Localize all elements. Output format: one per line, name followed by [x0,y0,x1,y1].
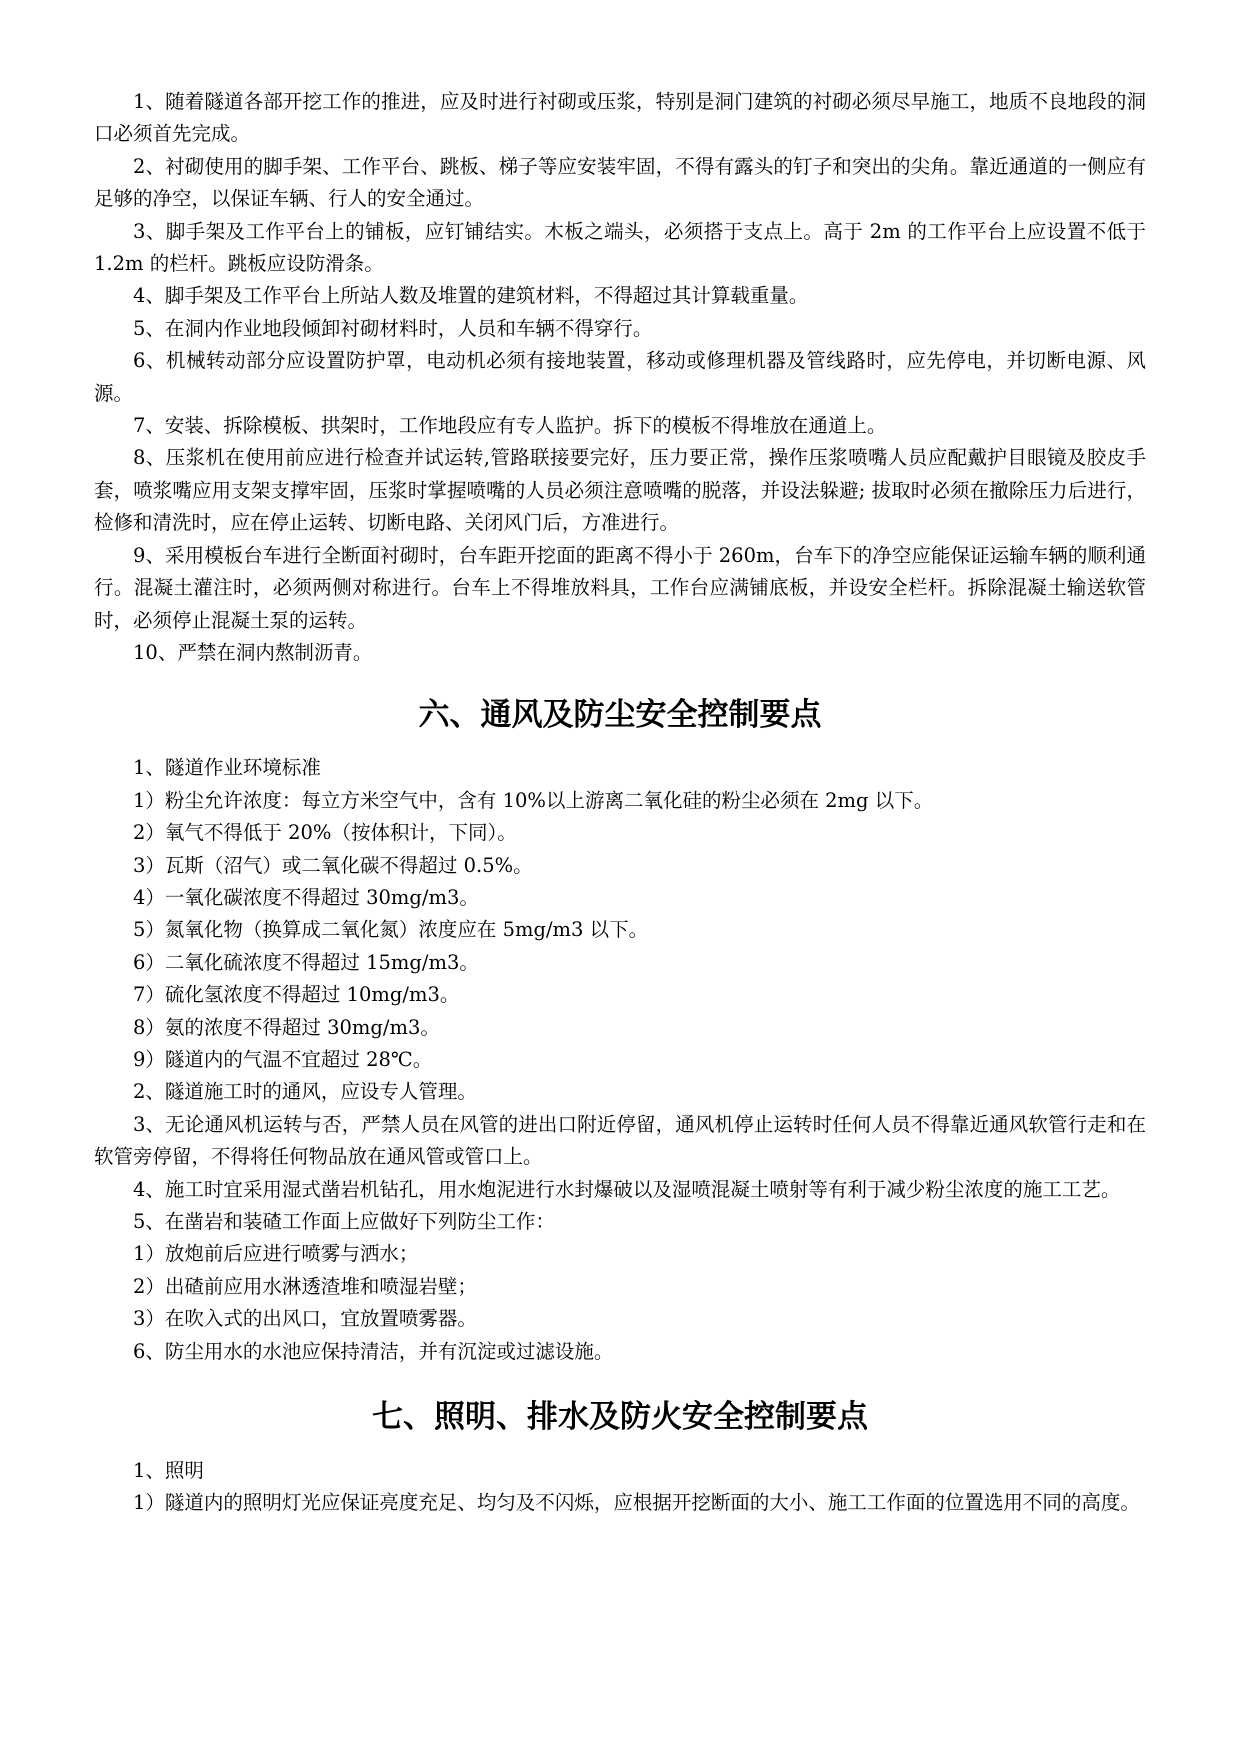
page-content [94,86,1146,1520]
paragraph: 3）在吹入式的出风口，宜放置喷雾器。 [133,1307,477,1331]
paragraph: 2）氧气不得低于 20%（按体积计，下同）。 [133,821,517,845]
paragraph: 1、隧道作业环境标准 [133,756,321,780]
paragraph: 1、随着隧道各部开挖工作的推进，应及时进行衬砌或压浆，特别是洞门建筑的衬砌必须尽早施工，地质不良地段的洞口必须首先完成。 [94,90,1146,146]
paragraph: 8、压浆机在使用前应进行检查并试运转,管路联接要完好，压力要正常，操作压浆喷嘴人员应配戴护目眼镜及胶皮手套，喷浆嘴应用支架支撑牢固，压浆时掌握喷嘴的人员必须注意喷嘴的脱落，并设法躲避; 拔取时必须在撤除压力后进行，检修和清洗时，应在停止运转、切断电路、关闭风门后，方准进行。 [94,446,1146,535]
paragraph: 8）氨的浓度不得超过 30mg/m3。 [133,1015,440,1039]
paragraph: 2、衬砌使用的脚手架、工作平台、跳板、梯子等应安装牢固，不得有露头的钉子和突出的尖角。靠近通道的一侧应有足够的净空，以保证车辆、行人的安全通过。 [94,154,1146,211]
paragraph: 4）一氧化碳浓度不得超过 30mg/m3。 [133,885,479,909]
paragraph: 1、照明 [133,1459,204,1483]
paragraph: 1）放炮前后应进行喷雾与洒水； [133,1242,419,1266]
paragraph: 9）隧道内的气温不宜超过 28℃。 [133,1047,433,1071]
paragraph: 3、脚手架及工作平台上的铺板，应钉铺结实。木板之端头，必须搭于支点上。高于 2m 的工作平台上应设置不低于 1.2m 的栏杆。跳板应设防滑条。 [94,219,1146,276]
paragraph: 1）隧道内的照明灯光应保证亮度充足、均匀及不闪烁，应根据开挖断面的大小、施工工作面的位置选用不同的高度。 [133,1491,1140,1515]
paragraph: 3）瓦斯（沼气）或二氧化碳不得超过 0.5%。 [133,853,533,877]
paragraph: 3、无论通风机运转与否，严禁人员在风管的进出口附近停留，通风机停止运转时任何人员不得靠近通风软管行走和在软管旁停留，不得将任何物品放在通风管或管口上。 [94,1112,1146,1169]
paragraph: 10、严禁在洞内熬制沥青。 [133,640,373,664]
paragraph: 4、脚手架及工作平台上所站人数及堆置的建筑材料，不得超过其计算载重量。 [133,284,809,308]
paragraph: 1）粉尘允许浓度：每立方米空气中，含有 10%以上游离二氧化硅的粉尘必须在 2mg 以下。 [133,788,934,812]
section-heading-lighting: 七、照明、排水及防火安全控制要点 [372,1399,868,1436]
paragraph: 6、防尘用水的水池应保持清洁，并有沉淀或过滤设施。 [133,1339,614,1363]
section-lighting-drainage-fire [94,1455,1146,1520]
paragraph: 6）二氧化硫浓度不得超过 15mg/m3。 [133,950,479,974]
paragraph: 2、隧道施工时的通风，应设专人管理。 [133,1080,477,1104]
paragraph: 7、安装、拆除模板、拱架时，工作地段应有专人监护。拆下的模板不得堆放在通道上。 [133,414,887,438]
paragraph: 9、采用模板台车进行全断面衬砌时，台车距开挖面的距离不得小于 260m，台车下的净空应能保证运输车辆的顺利通行。混凝土灌注时，必须两侧对称进行。台车上不得堆放料具，工作台应满铺底板，并设安全栏杆。拆除混凝土输送软管时，必须停止混凝土泵的运转。 [94,543,1146,632]
paragraph: 5、在凿岩和装碴工作面上应做好下列防尘工作： [133,1210,555,1233]
paragraph: 4、施工时宜采用湿式凿岩机钻孔，用水炮泥进行水封爆破以及湿喷混凝土喷射等有利于减少粉尘浓度的施工工艺。 [133,1177,1121,1201]
section-ventilation-dust [94,752,1146,1368]
section-lining-safety [94,86,1146,669]
paragraph: 7）硫化氢浓度不得超过 10mg/m3。 [133,983,460,1007]
paragraph: 2）出碴前应用水淋透渣堆和喷湿岩壁； [133,1274,477,1298]
paragraph: 5、在洞内作业地段倾卸衬砌材料时，人员和车辆不得穿行。 [133,316,653,340]
paragraph: 5）氮氧化物（换算成二氧化氮）浓度应在 5mg/m3 以下。 [133,918,649,942]
paragraph: 6、机械转动部分应设置防护罩，电动机必须有接地装置，移动或修理机器及管线路时，应先停电，并切断电源、风源。 [94,349,1146,405]
section-heading-ventilation: 六、通风及防尘安全控制要点 [418,697,822,734]
